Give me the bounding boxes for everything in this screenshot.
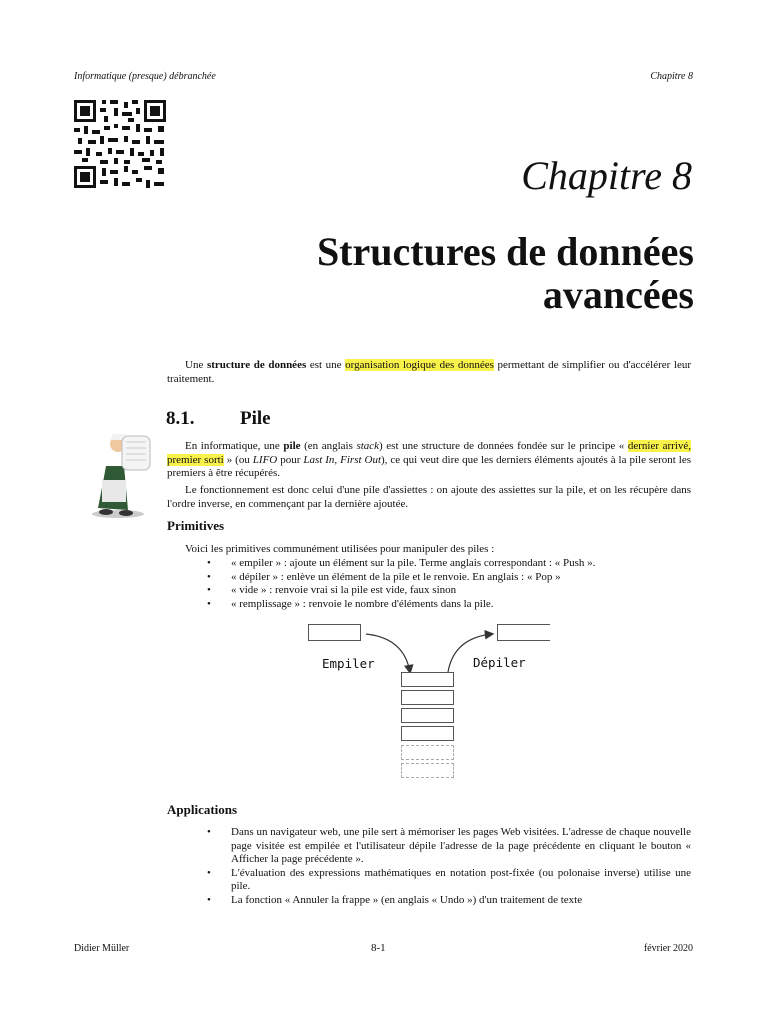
primitives-intro: Voici les primitives communément utilisées pour manipuler des piles : (185, 543, 495, 555)
applications-heading: Applications (167, 802, 238, 817)
pile-text: ), ce qui veut dire que les derniers éléments ajoutés à la pile seront les premiers à être récupérés. (167, 453, 691, 479)
pop-label: Dépiler (473, 655, 526, 670)
list-item: • L'évaluation des expressions mathématiques en notation post-fixée (ou polonaise inverse) utilise une pile. (207, 866, 691, 892)
pile-bold-term: pile (283, 440, 301, 452)
pile-paragraph-2: Le fonctionnement est donc celui d'une pile d'assiettes : on ajoute des assiettes sur la pile, et on les récupère dans l'ordre inverse, en commençant par la dernière ajoutée. (167, 484, 691, 510)
outgoing-element-box (497, 624, 550, 641)
stack-cell (401, 690, 454, 705)
pile-italic-term: Last In, First Out (303, 453, 381, 466)
stack-cell (401, 672, 454, 687)
running-header-left: Informatique (presque) débranchée (74, 71, 216, 82)
pile-text: pour (277, 453, 304, 466)
stack-cell-empty (401, 763, 454, 778)
stack-cell (401, 726, 454, 741)
page-number: 8-1 (371, 942, 386, 954)
intro-text: permettant de simplifier ou d'accélérer leur traitement. (167, 359, 691, 385)
plate-carrier-illustration (84, 426, 160, 520)
incoming-element-box (308, 624, 361, 641)
list-item: • « dépiler » : enlève un élément de la pile et le renvoie. En anglais : « Pop » (207, 570, 561, 583)
intro-paragraph (167, 359, 691, 386)
pile-paragraph (167, 440, 691, 481)
list-item: • Dans un navigateur web, une pile sert à mémoriser les pages Web visitées. L'adresse de chaque nouvelle page visitée est empilée et l'utilisateur dépile l'adresse de la page précédente en cliquant le bouton « Afficher la page précédente ». (207, 826, 691, 865)
qr-code-icon (74, 100, 166, 188)
section-title: Pile (240, 408, 271, 429)
push-label: Empiler (322, 656, 375, 671)
running-header-right: Chapitre 8 (650, 71, 693, 82)
pile-italic-term: stack (356, 440, 380, 452)
intro-bold-term: structure de données (206, 359, 307, 371)
intro-text: est une (306, 359, 346, 371)
intro-text: Une (185, 359, 207, 371)
list-item: • « empiler » : ajoute un élément sur la pile. Terme anglais correspondant : « Push ». (207, 557, 596, 569)
chapter-label: Chapitre 8 (521, 153, 692, 198)
primitives-list (207, 557, 691, 611)
chapter-title (317, 230, 694, 316)
intro-highlight: organisation logique des données (345, 359, 494, 371)
list-item: • La fonction « Annuler la frappe » (en anglais « Undo ») d'un traitement de texte (207, 893, 583, 906)
pile-highlight: dernier arrivé, premier sorti (167, 440, 692, 466)
section-number: 8.1. (166, 408, 195, 429)
section-heading (166, 408, 271, 430)
footer-author: Didier Müller (74, 943, 130, 954)
primitives-heading: Primitives (167, 518, 225, 533)
chapter-title-line2: avancées (542, 272, 694, 317)
pile-text: En informatique, une (185, 440, 284, 452)
pile-text: ) est une structure de données fondée sur le principe « (379, 440, 628, 452)
footer-date: février 2020 (643, 943, 693, 954)
applications-list (207, 826, 691, 907)
stack-cell-empty (401, 745, 454, 760)
stack-cell (401, 708, 454, 723)
pile-italic-term: LIFO (252, 453, 278, 466)
list-item: • « vide » : renvoie vrai si la pile est vide, faux sinon (207, 584, 457, 596)
pile-text: » (ou (223, 453, 253, 466)
chapter-title-line1: Structures de données (316, 229, 694, 274)
pile-text: (en anglais (300, 440, 357, 452)
list-item: • « remplissage » : renvoie le nombre d'éléments dans la pile. (207, 597, 494, 610)
